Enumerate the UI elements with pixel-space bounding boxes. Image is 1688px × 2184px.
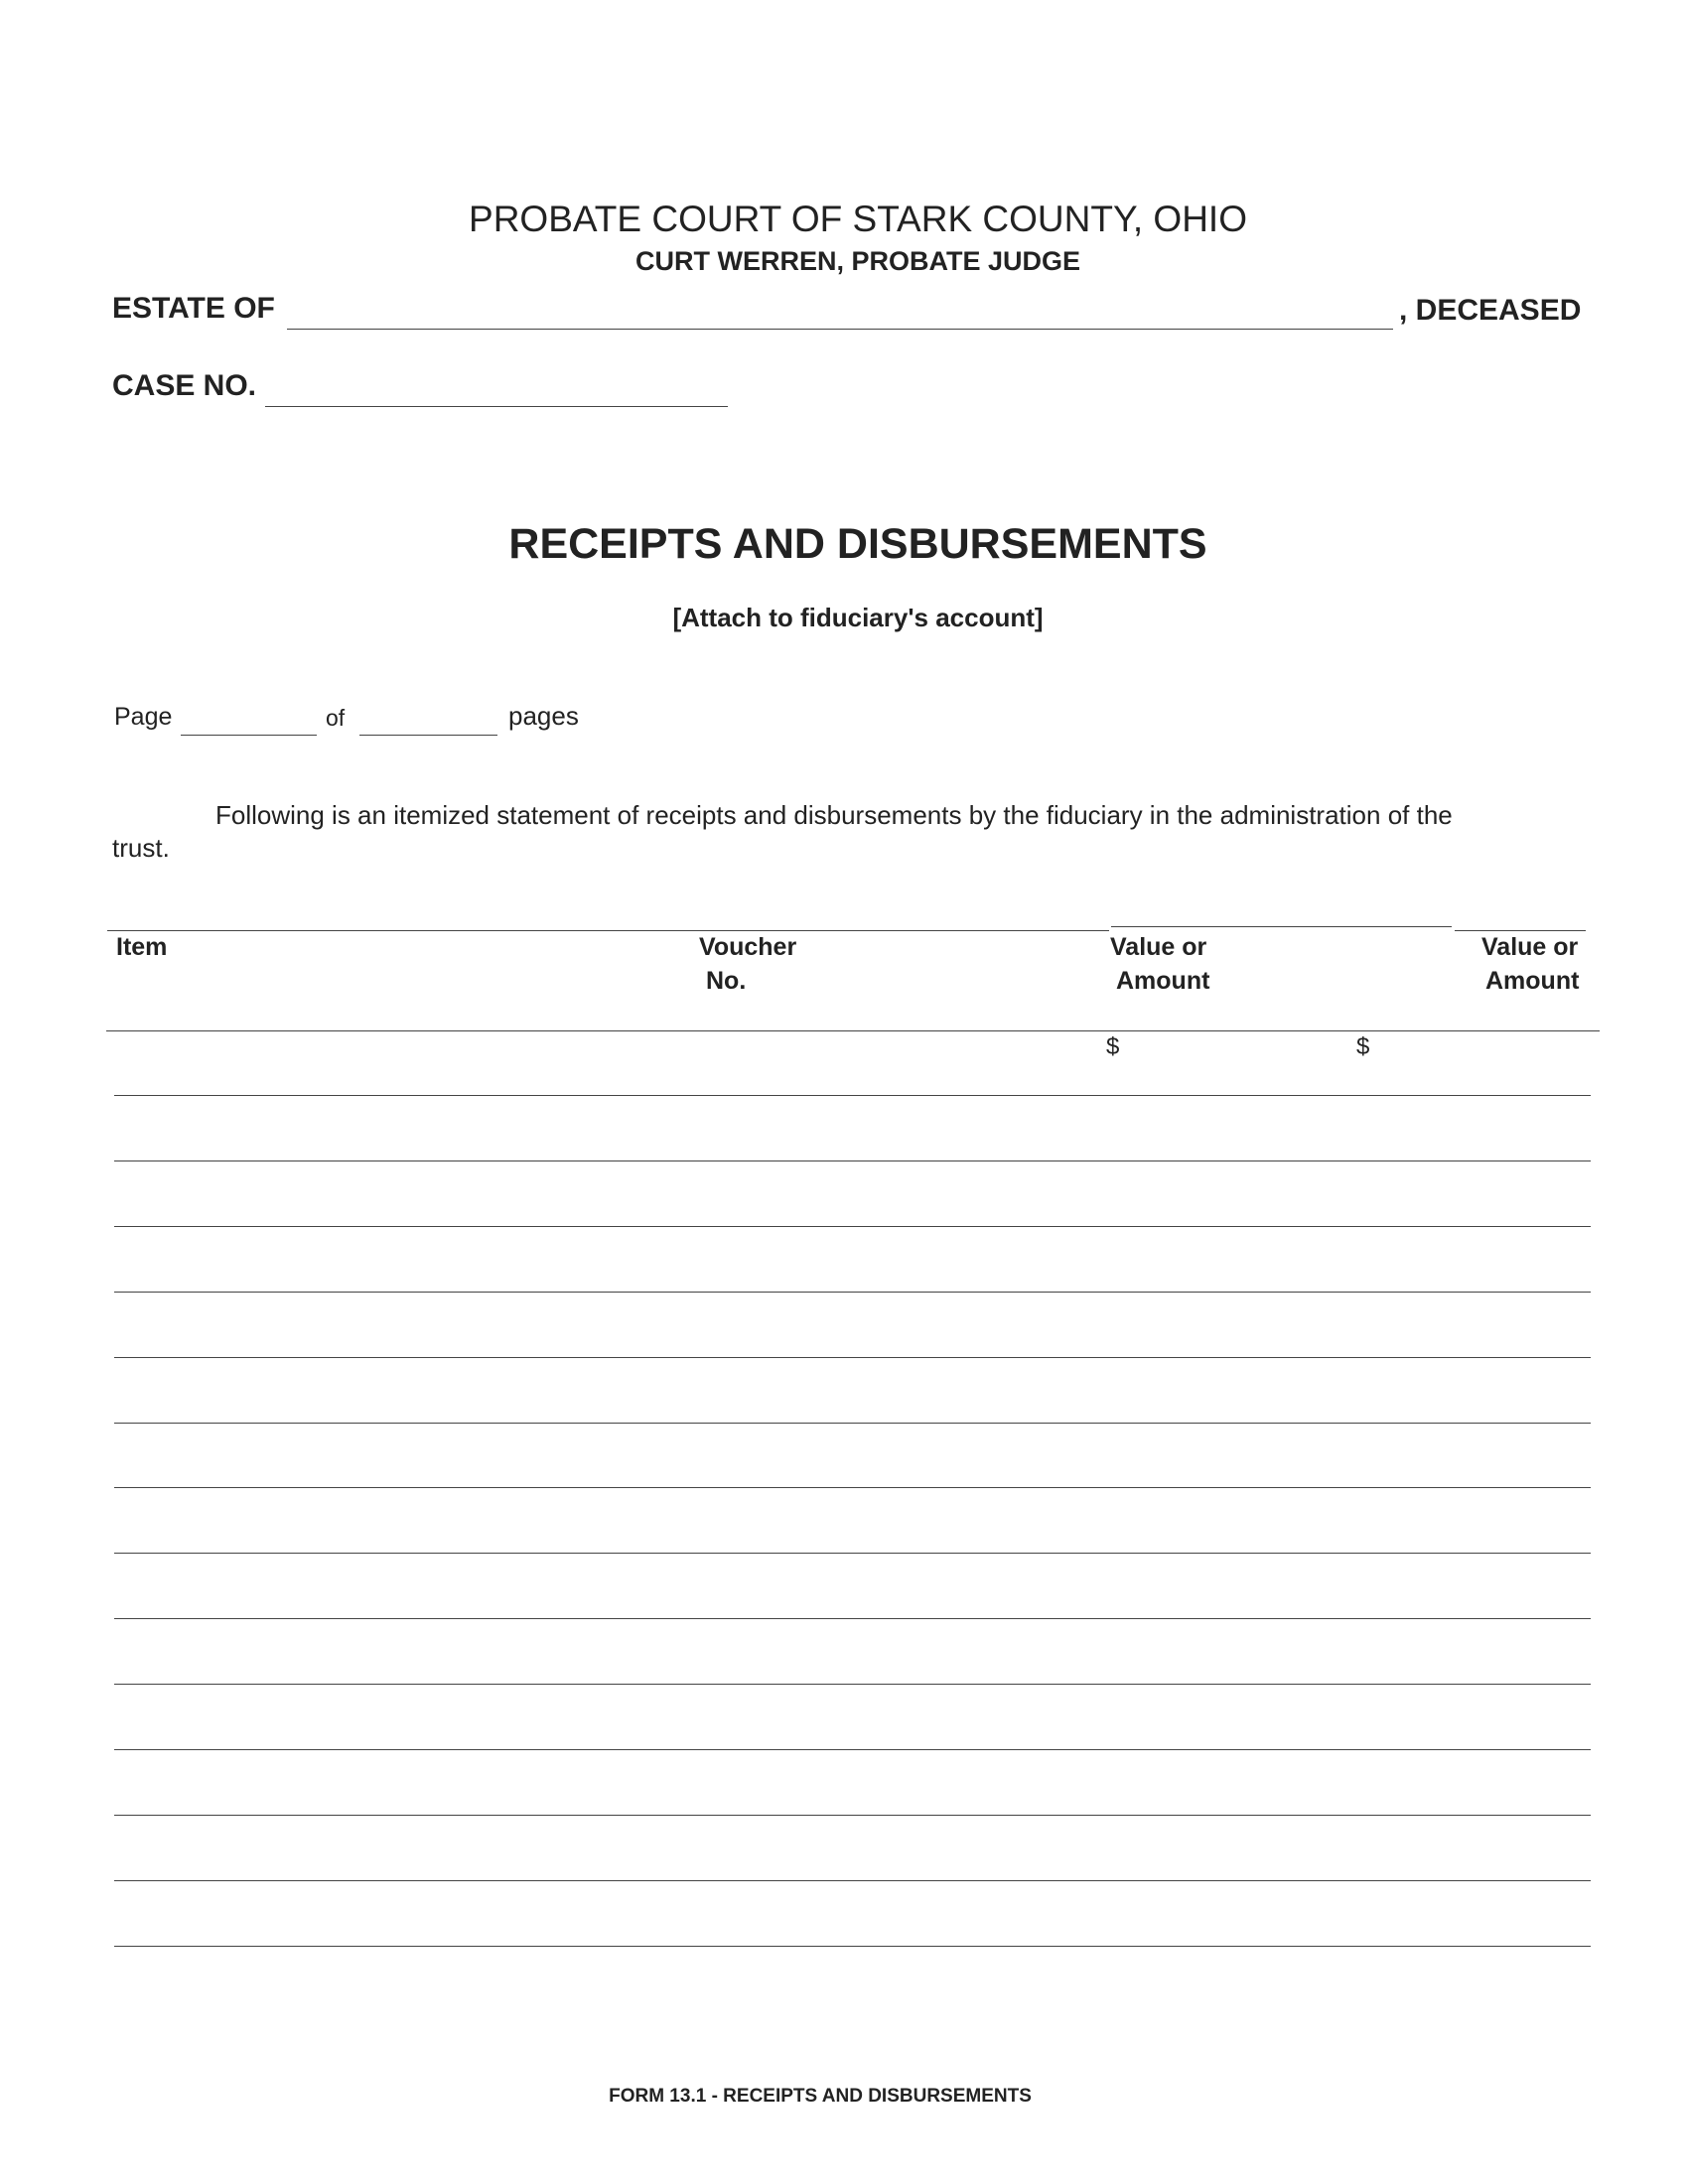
total-pages-field[interactable] — [359, 703, 497, 736]
column-header-voucher-line2: No. — [706, 967, 747, 995]
form-subtitle: [Attach to fiduciary's account] — [672, 603, 1044, 632]
column-header-value-2-line2: Amount — [1485, 967, 1580, 995]
page-label: Page — [114, 703, 173, 731]
column-header-voucher — [699, 930, 796, 998]
table-row[interactable] — [114, 1295, 1591, 1358]
table-row[interactable] — [114, 1098, 1591, 1161]
of-label: of — [326, 705, 346, 731]
column-header-voucher-line1: Voucher — [699, 933, 797, 961]
table-row[interactable] — [114, 1818, 1591, 1881]
column-header-value-1-line2: Amount — [1116, 967, 1210, 995]
table-row[interactable] — [114, 1752, 1591, 1816]
page-number-field[interactable] — [181, 703, 317, 736]
table-row[interactable] — [114, 1883, 1591, 1947]
column-header-value-1-line1: Value or — [1110, 933, 1207, 961]
table-row[interactable] — [114, 1490, 1591, 1554]
estate-label: ESTATE OF — [112, 292, 275, 325]
table-row[interactable] — [114, 1163, 1591, 1227]
table-row[interactable] — [114, 1621, 1591, 1685]
statement-text: Following is an itemized statement of receipts and disbursements by the fiduciary in the administration of the — [215, 800, 1453, 830]
column-header-item: Item — [116, 933, 168, 961]
table-header-rule — [106, 1030, 1600, 1031]
table-top-rule — [1111, 926, 1452, 927]
table-row[interactable] — [114, 1032, 1591, 1096]
table-row[interactable] — [114, 1425, 1591, 1488]
column-header-value-2 — [1481, 930, 1579, 998]
table-row[interactable] — [114, 1687, 1591, 1750]
pages-label: pages — [508, 701, 579, 731]
table-top-rule — [107, 930, 1109, 931]
case-number-field[interactable] — [265, 373, 728, 407]
column-header-value-1 — [1110, 930, 1209, 998]
judge-name: CURT WERREN, PROBATE JUDGE — [634, 246, 1081, 276]
table-row[interactable] — [114, 1229, 1591, 1293]
currency-symbol: $ — [1356, 1033, 1370, 1060]
table-row[interactable] — [114, 1556, 1591, 1619]
statement-text-continued: trust. — [112, 833, 170, 863]
currency-symbol: $ — [1106, 1033, 1120, 1060]
form-footer: FORM 13.1 - RECEIPTS AND DISBURSEMENTS — [609, 2086, 1032, 2107]
column-header-value-2-line1: Value or — [1481, 933, 1579, 961]
form-title: RECEIPTS AND DISBURSEMENTS — [508, 520, 1207, 568]
court-title: PROBATE COURT OF STARK COUNTY, OHIO — [469, 199, 1247, 239]
deceased-label: , DECEASED — [1399, 294, 1582, 327]
estate-field[interactable] — [287, 296, 1393, 330]
case-label: CASE NO. — [112, 369, 257, 402]
table-row[interactable] — [114, 1360, 1591, 1424]
